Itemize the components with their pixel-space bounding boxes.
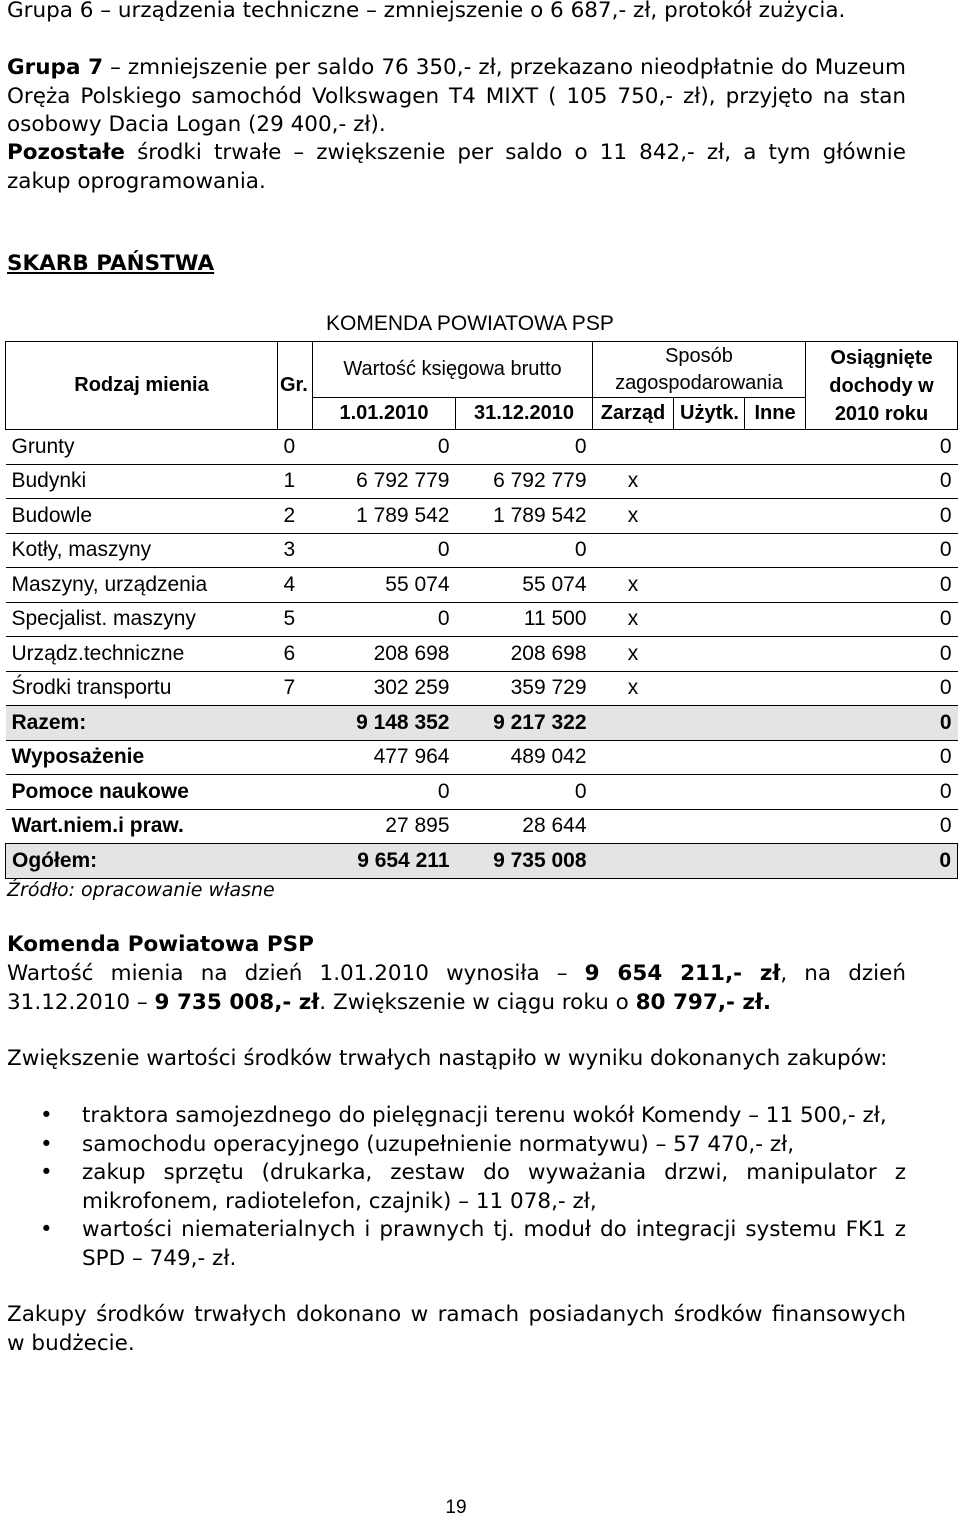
header-inne: Inne [745, 398, 806, 430]
cell-gr: 1 [278, 464, 313, 499]
intro-grupa6: Grupa 6 – urządzenia techniczne – zmniejszenie o 6 687,- zł, protokół zużycia. [7, 0, 846, 23]
cell-value-end: 0 [456, 430, 593, 465]
cell-inne [745, 671, 806, 706]
cell-inne [745, 706, 806, 741]
cell-zarzad: x [593, 568, 674, 603]
cell-gr [278, 844, 313, 879]
cell-name: Kotły, maszyny [6, 533, 278, 568]
header-wartosc-ksiegowa: Wartość księgowa brutto [313, 342, 593, 398]
bullet-icon: • [40, 1103, 53, 1128]
cell-gr: 4 [278, 568, 313, 603]
cell-uzytk [674, 844, 745, 879]
cell-gr: 6 [278, 637, 313, 672]
cell-dochody: 0 [806, 844, 958, 879]
cell-zarzad: x [593, 637, 674, 672]
list-item-text: samochodu operacyjnego (uzupełnienie normatywu) – 57 470,- zł, [82, 1131, 795, 1157]
value-end: 9 735 008,- zł [154, 989, 320, 1015]
cell-zarzad [593, 844, 674, 879]
cell-zarzad: x [593, 464, 674, 499]
cell-inne [745, 775, 806, 810]
cell-inne [745, 809, 806, 844]
cell-dochody: 0 [806, 775, 958, 810]
cell-value-start: 1 789 542 [313, 499, 456, 534]
table-row [6, 533, 958, 568]
grupa7-text: – zmniejszenie per saldo 76 350,- zł, przekazano nieodpłatnie do Muzeum Oręża Polskiego samochód Volkswagen T4 MIXT ( 105 750,- zł), przyjęto na stan osobowy Dacia Logan (29 400,- zł). [7, 55, 906, 138]
cell-value-start: 0 [313, 775, 456, 810]
cell-zarzad: x [593, 602, 674, 637]
cell-name: Wyposażenie [6, 740, 278, 775]
cell-value-end: 9 735 008 [456, 844, 593, 879]
cell-zarzad [593, 809, 674, 844]
cell-uzytk [674, 499, 745, 534]
table-row [6, 568, 958, 603]
cell-uzytk [674, 671, 745, 706]
cell-name: Środki transportu [6, 671, 278, 706]
intro-pozostale [7, 139, 906, 196]
cell-inne [745, 533, 806, 568]
cell-zarzad [593, 740, 674, 775]
cell-uzytk [674, 533, 745, 568]
cell-gr [278, 809, 313, 844]
komenda-title: Komenda Powiatowa PSP [7, 932, 314, 957]
cell-dochody: 0 [806, 740, 958, 775]
list-item-text: zakup sprzętu (drukarka, zestaw do wyważania drzwi, manipulator z mikrofonem, radiotelefon, czajnik) – 11 078,- zł, [82, 1160, 906, 1214]
cell-inne [745, 464, 806, 499]
pozostale-text: środki trwałe – zwiększenie per saldo o 11 842,- zł, a tym głównie zakup oprogramowania. [7, 140, 906, 194]
cell-inne [745, 637, 806, 672]
intro-grupa7 [7, 54, 906, 140]
cell-dochody: 0 [806, 430, 958, 465]
cell-value-start: 27 895 [313, 809, 456, 844]
cell-inne [745, 568, 806, 603]
cell-value-start: 302 259 [313, 671, 456, 706]
table-row-total [6, 844, 958, 879]
value-text-e: . Zwiększenie w ciągu roku o [319, 989, 636, 1015]
cell-name: Urządz.techniczne [6, 637, 278, 672]
cell-name: Razem: [6, 706, 278, 741]
cell-name: Ogółem: [6, 844, 278, 879]
cell-gr [278, 775, 313, 810]
cell-name: Grunty [6, 430, 278, 465]
cell-dochody: 0 [806, 602, 958, 637]
cell-value-start: 6 792 779 [313, 464, 456, 499]
table-row [6, 809, 958, 844]
cell-dochody: 0 [806, 706, 958, 741]
cell-gr: 5 [278, 602, 313, 637]
cell-inne [745, 499, 806, 534]
cell-dochody: 0 [806, 637, 958, 672]
table-row [6, 637, 958, 672]
cell-name: Budowle [6, 499, 278, 534]
bullet-icon: • [40, 1217, 53, 1243]
cell-dochody: 0 [806, 533, 958, 568]
cell-gr [278, 706, 313, 741]
header-sposob-zagospodarowania: Sposób zagospodarowania [593, 342, 806, 398]
cell-value-end: 0 [456, 775, 593, 810]
cell-value-end: 28 644 [456, 809, 593, 844]
header-date-end: 31.12.2010 [456, 398, 593, 430]
page-number: 19 [445, 1497, 467, 1518]
bullet-icon: • [40, 1160, 53, 1186]
bullet-icon: • [40, 1131, 53, 1157]
list-item [0, 1216, 906, 1273]
source-note: Źródło: opracowanie własne [7, 879, 275, 901]
komenda-paragraph-purchases-intro: Zwiększenie wartości środków trwałych nastąpiło w wyniku dokonanych zakupów: [7, 1046, 888, 1071]
komenda-paragraph-value [7, 960, 906, 1017]
cell-zarzad: x [593, 671, 674, 706]
list-item-text: wartości niematerialnych i prawnych tj. moduł do integracji systemu FK1 z SPD – 749,- zł. [82, 1217, 906, 1271]
grupa7-label: Grupa 7 [7, 55, 104, 80]
cell-zarzad [593, 775, 674, 810]
cell-gr: 7 [278, 671, 313, 706]
cell-gr: 2 [278, 499, 313, 534]
cell-dochody: 0 [806, 568, 958, 603]
cell-uzytk [674, 602, 745, 637]
cell-value-start: 55 074 [313, 568, 456, 603]
cell-value-start: 208 698 [313, 637, 456, 672]
value-increase: 80 797,- zł. [635, 989, 772, 1015]
cell-value-start: 0 [313, 602, 456, 637]
table-row [6, 499, 958, 534]
list-item [0, 1102, 906, 1131]
table-caption-text: KOMENDA POWIATOWA PSP [326, 312, 614, 335]
cell-value-end: 9 217 322 [456, 706, 593, 741]
cell-value-end: 359 729 [456, 671, 593, 706]
cell-uzytk [674, 740, 745, 775]
list-item [0, 1159, 906, 1216]
cell-name: Pomoce naukowe [6, 775, 278, 810]
header-zarzad: Zarząd [593, 398, 674, 430]
cell-zarzad: x [593, 499, 674, 534]
table-row [6, 740, 958, 775]
list-item-text: traktora samojezdnego do pielęgnacji terenu wokół Komendy – 11 500,- zł, [82, 1103, 887, 1128]
cell-inne [745, 844, 806, 879]
cell-dochody: 0 [806, 809, 958, 844]
cell-name: Specjalist. maszyny [6, 602, 278, 637]
cell-gr: 3 [278, 533, 313, 568]
cell-zarzad [593, 430, 674, 465]
cell-name: Budynki [6, 464, 278, 499]
cell-name: Maszyny, urządzenia [6, 568, 278, 603]
cell-inne [745, 430, 806, 465]
cell-uzytk [674, 464, 745, 499]
header-gr: Gr. [278, 342, 313, 430]
cell-value-end: 55 074 [456, 568, 593, 603]
value-start: 9 654 211,- zł [584, 961, 781, 986]
cell-value-end: 208 698 [456, 637, 593, 672]
assets-table [5, 341, 958, 879]
cell-uzytk [674, 775, 745, 810]
table-row [6, 430, 958, 465]
header-uzytk: Użytk. [674, 398, 745, 430]
table-row-subtotal [6, 706, 958, 741]
value-text-a: Wartość mienia na dzień 1.01.2010 wynosiła – [7, 961, 585, 986]
cell-value-end: 6 792 779 [456, 464, 593, 499]
cell-value-end: 1 789 542 [456, 499, 593, 534]
cell-uzytk [674, 809, 745, 844]
cell-dochody: 0 [806, 671, 958, 706]
cell-dochody: 0 [806, 464, 958, 499]
header-date-start: 1.01.2010 [313, 398, 456, 430]
cell-value-end: 11 500 [456, 602, 593, 637]
cell-value-end: 489 042 [456, 740, 593, 775]
cell-name: Wart.niem.i praw. [6, 809, 278, 844]
cell-value-start: 477 964 [313, 740, 456, 775]
cell-inne [745, 740, 806, 775]
cell-value-start: 0 [313, 533, 456, 568]
table-row [6, 671, 958, 706]
komenda-paragraph-budget: Zakupy środków trwałych dokonano w ramach posiadanych środków finansowych w budżecie. [7, 1302, 906, 1356]
cell-value-end: 0 [456, 533, 593, 568]
table-row [6, 775, 958, 810]
header-rodzaj-mienia: Rodzaj mienia [6, 342, 278, 430]
cell-uzytk [674, 568, 745, 603]
pozostale-label: Pozostałe [7, 140, 125, 165]
cell-zarzad [593, 706, 674, 741]
cell-uzytk [674, 430, 745, 465]
cell-uzytk [674, 706, 745, 741]
table-row [6, 464, 958, 499]
cell-zarzad [593, 533, 674, 568]
cell-gr [278, 740, 313, 775]
list-item [0, 1131, 906, 1160]
cell-uzytk [674, 637, 745, 672]
cell-value-start: 9 654 211 [313, 844, 456, 879]
header-dochody: Osiągnięte dochody w 2010 roku [806, 342, 958, 430]
cell-gr: 0 [278, 430, 313, 465]
cell-value-start: 9 148 352 [313, 706, 456, 741]
value-text-c: , na dzień 31.12.2010 – [7, 961, 906, 1015]
cell-inne [745, 602, 806, 637]
table-row [6, 602, 958, 637]
purchases-list [0, 1102, 906, 1274]
cell-value-start: 0 [313, 430, 456, 465]
section-heading-skarb-panstwa: SKARB PAŃSTWA [7, 251, 215, 276]
cell-dochody: 0 [806, 499, 958, 534]
